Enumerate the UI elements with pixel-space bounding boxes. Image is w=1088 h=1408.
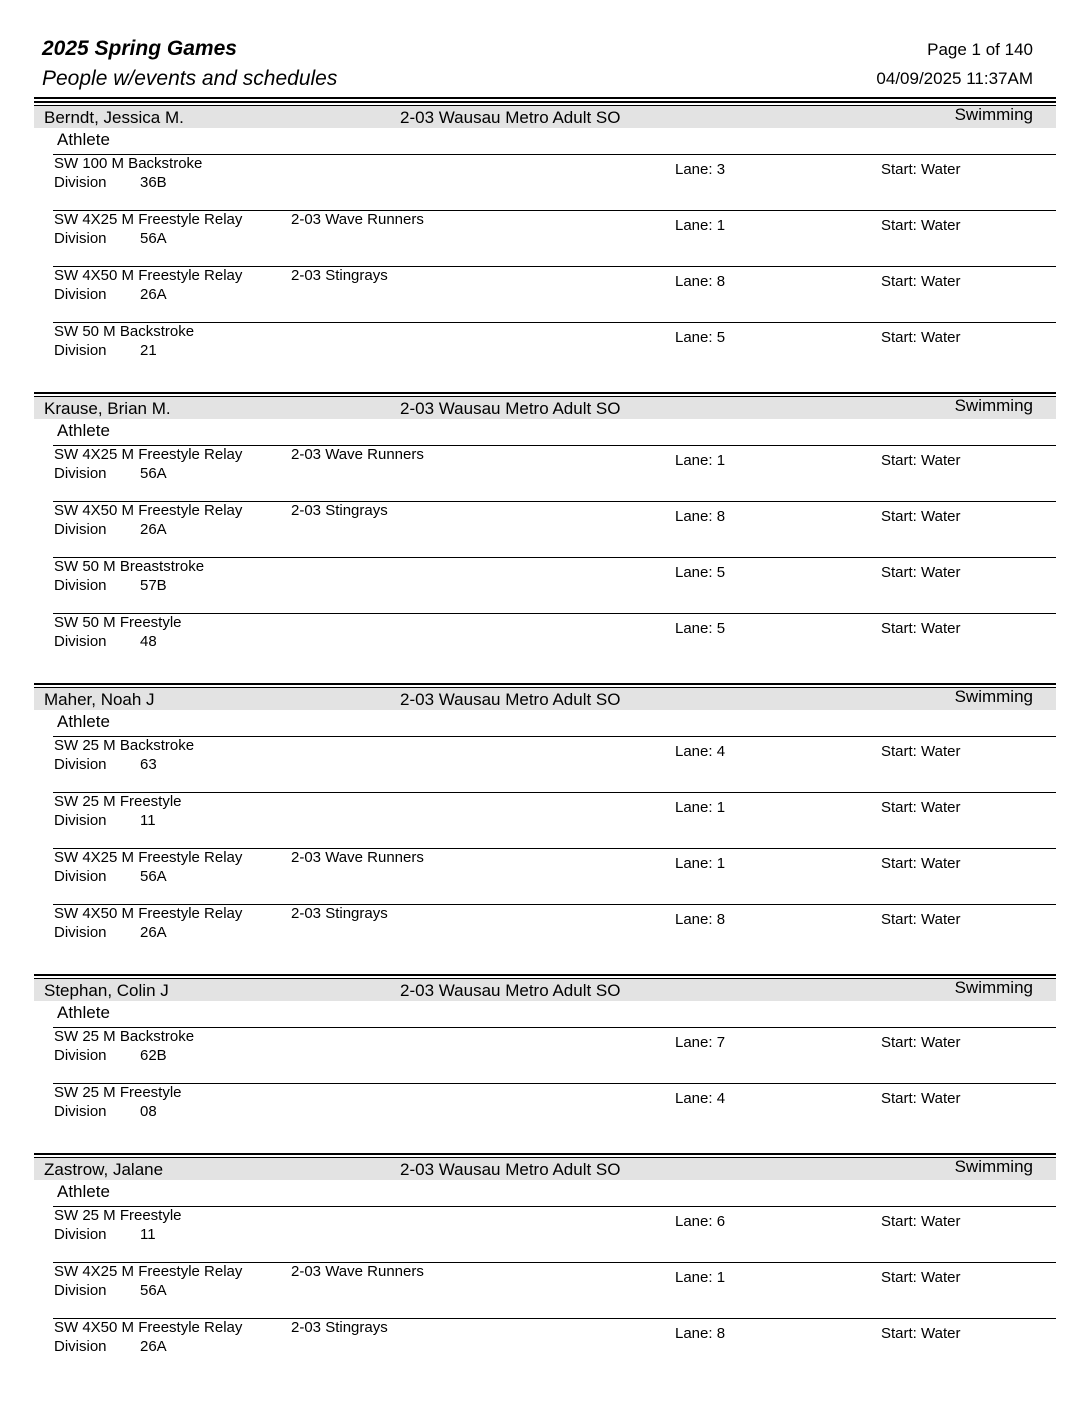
event-start: Start: Water (881, 620, 961, 637)
event-rule (53, 792, 1056, 793)
event-name: SW 4X25 M Freestyle Relay (54, 211, 243, 228)
event-lane: Lane: 5 (675, 329, 726, 346)
event-relay-team: 2-03 Stingrays (291, 1319, 388, 1336)
event-relay-team: 2-03 Stingrays (291, 267, 388, 284)
event-name: SW 25 M Backstroke (54, 1028, 195, 1045)
event-rule (53, 154, 1056, 155)
person-role: Athlete (57, 421, 110, 440)
event-division: 08 (140, 1103, 157, 1120)
event-division-label: Division (54, 1226, 107, 1243)
person-role: Athlete (57, 712, 110, 731)
event-row (0, 501, 1088, 557)
event-division: 56A (140, 465, 167, 482)
event-division-label: Division (54, 1282, 107, 1299)
event-division: 36B (140, 174, 167, 191)
people-list (0, 101, 1088, 1374)
event-division: 21 (140, 342, 157, 359)
event-lane: Lane: 4 (675, 743, 726, 760)
person-sport: Swimming (954, 105, 1033, 124)
event-name: SW 4X25 M Freestyle Relay (54, 446, 243, 463)
report-subtitle: People w/events and schedules (42, 67, 338, 90)
report-title: 2025 Spring Games (42, 37, 237, 60)
event-division-label: Division (54, 633, 107, 650)
event-start: Start: Water (881, 161, 961, 178)
person-section (0, 392, 1088, 669)
person-role-row (0, 710, 1088, 736)
person-divider (34, 974, 1056, 976)
event-division-label: Division (54, 868, 107, 885)
event-rule (53, 1083, 1056, 1084)
event-row (0, 1262, 1088, 1318)
event-row (0, 266, 1088, 322)
event-start: Start: Water (881, 1325, 961, 1342)
person-sport: Swimming (954, 396, 1033, 415)
person-section (0, 1153, 1088, 1374)
event-division-label: Division (54, 230, 107, 247)
event-division-label: Division (54, 812, 107, 829)
person-section (0, 101, 1088, 378)
event-lane: Lane: 8 (675, 508, 726, 525)
event-start: Start: Water (881, 743, 961, 760)
event-division-label: Division (54, 286, 107, 303)
event-name: SW 25 M Freestyle (54, 1084, 182, 1101)
person-name: Berndt, Jessica M. (44, 108, 184, 127)
event-relay-team: 2-03 Wave Runners (291, 849, 424, 866)
event-name: SW 50 M Freestyle (54, 614, 182, 631)
event-division: 26A (140, 1338, 167, 1355)
event-rule (53, 1027, 1056, 1028)
event-start: Start: Water (881, 564, 961, 581)
event-row (0, 736, 1088, 792)
event-start: Start: Water (881, 911, 961, 928)
event-name: SW 25 M Freestyle (54, 1207, 182, 1224)
event-lane: Lane: 7 (675, 1034, 726, 1051)
event-division: 26A (140, 286, 167, 303)
event-start: Start: Water (881, 855, 961, 872)
event-rule (53, 613, 1056, 614)
person-name: Stephan, Colin J (44, 981, 169, 1000)
event-division: 63 (140, 756, 157, 773)
event-lane: Lane: 8 (675, 1325, 726, 1342)
person-divider (34, 1153, 1056, 1155)
event-start: Start: Water (881, 1269, 961, 1286)
event-relay-team: 2-03 Wave Runners (291, 446, 424, 463)
event-name: SW 100 M Backstroke (54, 155, 203, 172)
event-rule (53, 322, 1056, 323)
person-role-row (0, 419, 1088, 445)
person-role: Athlete (57, 1182, 110, 1201)
event-relay-team: 2-03 Stingrays (291, 905, 388, 922)
person-team: 2-03 Wausau Metro Adult SO (400, 108, 621, 127)
event-lane: Lane: 1 (675, 1269, 726, 1286)
person-header-bar (34, 979, 1056, 1001)
event-row (0, 1206, 1088, 1262)
event-name: SW 4X50 M Freestyle Relay (54, 905, 243, 922)
event-name: SW 25 M Freestyle (54, 793, 182, 810)
person-divider (34, 101, 1056, 103)
event-relay-team: 2-03 Stingrays (291, 502, 388, 519)
event-row (0, 210, 1088, 266)
person-header-bar (34, 106, 1056, 128)
event-name: SW 4X50 M Freestyle Relay (54, 1319, 243, 1336)
person-divider (34, 683, 1056, 685)
event-start: Start: Water (881, 508, 961, 525)
person-role-row (0, 1001, 1088, 1027)
person-role-row (0, 1180, 1088, 1206)
event-lane: Lane: 1 (675, 452, 726, 469)
event-relay-team: 2-03 Wave Runners (291, 1263, 424, 1280)
event-row (0, 848, 1088, 904)
event-lane: Lane: 5 (675, 620, 726, 637)
event-start: Start: Water (881, 1034, 961, 1051)
event-division-label: Division (54, 174, 107, 191)
event-lane: Lane: 3 (675, 161, 726, 178)
event-division-label: Division (54, 756, 107, 773)
event-lane: Lane: 5 (675, 564, 726, 581)
person-name: Maher, Noah J (44, 690, 155, 709)
event-division-label: Division (54, 342, 107, 359)
event-lane: Lane: 1 (675, 799, 726, 816)
event-row (0, 904, 1088, 960)
event-row (0, 445, 1088, 501)
person-sport: Swimming (954, 1157, 1033, 1176)
event-name: SW 4X25 M Freestyle Relay (54, 1263, 243, 1280)
event-division-label: Division (54, 1047, 107, 1064)
event-division: 62B (140, 1047, 167, 1064)
event-division: 11 (140, 1226, 156, 1243)
event-division-label: Division (54, 465, 107, 482)
person-team: 2-03 Wausau Metro Adult SO (400, 690, 621, 709)
event-name: SW 50 M Backstroke (54, 323, 195, 340)
person-sport: Swimming (954, 978, 1033, 997)
event-row (0, 154, 1088, 210)
event-division-label: Division (54, 924, 107, 941)
event-rule (53, 736, 1056, 737)
event-lane: Lane: 6 (675, 1213, 726, 1230)
event-division-label: Division (54, 1103, 107, 1120)
event-division: 56A (140, 868, 167, 885)
person-sport: Swimming (954, 687, 1033, 706)
event-rule (53, 1206, 1056, 1207)
person-team: 2-03 Wausau Metro Adult SO (400, 1160, 621, 1179)
header-rule (34, 97, 1056, 99)
event-lane: Lane: 1 (675, 217, 726, 234)
event-row (0, 1318, 1088, 1374)
person-header-bar (34, 1158, 1056, 1180)
event-lane: Lane: 1 (675, 855, 726, 872)
event-lane: Lane: 8 (675, 911, 726, 928)
event-relay-team: 2-03 Wave Runners (291, 211, 424, 228)
person-role-row (0, 128, 1088, 154)
event-start: Start: Water (881, 1090, 961, 1107)
event-division: 56A (140, 1282, 167, 1299)
person-section (0, 974, 1088, 1139)
page-number: Page 1 of 140 (927, 40, 1033, 59)
event-lane: Lane: 4 (675, 1090, 726, 1107)
person-section (0, 683, 1088, 960)
event-row (0, 1027, 1088, 1083)
event-lane: Lane: 8 (675, 273, 726, 290)
event-row (0, 322, 1088, 378)
person-role: Athlete (57, 130, 110, 149)
person-team: 2-03 Wausau Metro Adult SO (400, 981, 621, 1000)
event-start: Start: Water (881, 217, 961, 234)
event-division: 57B (140, 577, 167, 594)
event-name: SW 4X50 M Freestyle Relay (54, 267, 243, 284)
person-divider (34, 392, 1056, 394)
report-timestamp: 04/09/2025 11:37AM (876, 69, 1033, 88)
event-division-label: Division (54, 1338, 107, 1355)
event-row (0, 613, 1088, 669)
event-name: SW 4X25 M Freestyle Relay (54, 849, 243, 866)
person-role: Athlete (57, 1003, 110, 1022)
event-start: Start: Water (881, 329, 961, 346)
person-header-bar (34, 397, 1056, 419)
event-row (0, 557, 1088, 613)
person-team: 2-03 Wausau Metro Adult SO (400, 399, 621, 418)
event-start: Start: Water (881, 1213, 961, 1230)
event-name: SW 25 M Backstroke (54, 737, 195, 754)
event-division: 56A (140, 230, 167, 247)
event-division: 11 (140, 812, 156, 829)
event-start: Start: Water (881, 799, 961, 816)
event-division-label: Division (54, 521, 107, 538)
event-division: 26A (140, 521, 167, 538)
person-header-bar (34, 688, 1056, 710)
event-row (0, 792, 1088, 848)
event-start: Start: Water (881, 273, 961, 290)
event-name: SW 4X50 M Freestyle Relay (54, 502, 243, 519)
person-name: Krause, Brian M. (44, 399, 171, 418)
event-name: SW 50 M Breaststroke (54, 558, 205, 575)
person-name: Zastrow, Jalane (44, 1160, 164, 1179)
event-row (0, 1083, 1088, 1139)
event-division-label: Division (54, 577, 107, 594)
page-header (0, 0, 1088, 100)
event-division: 26A (140, 924, 167, 941)
event-start: Start: Water (881, 452, 961, 469)
event-division: 48 (140, 633, 157, 650)
